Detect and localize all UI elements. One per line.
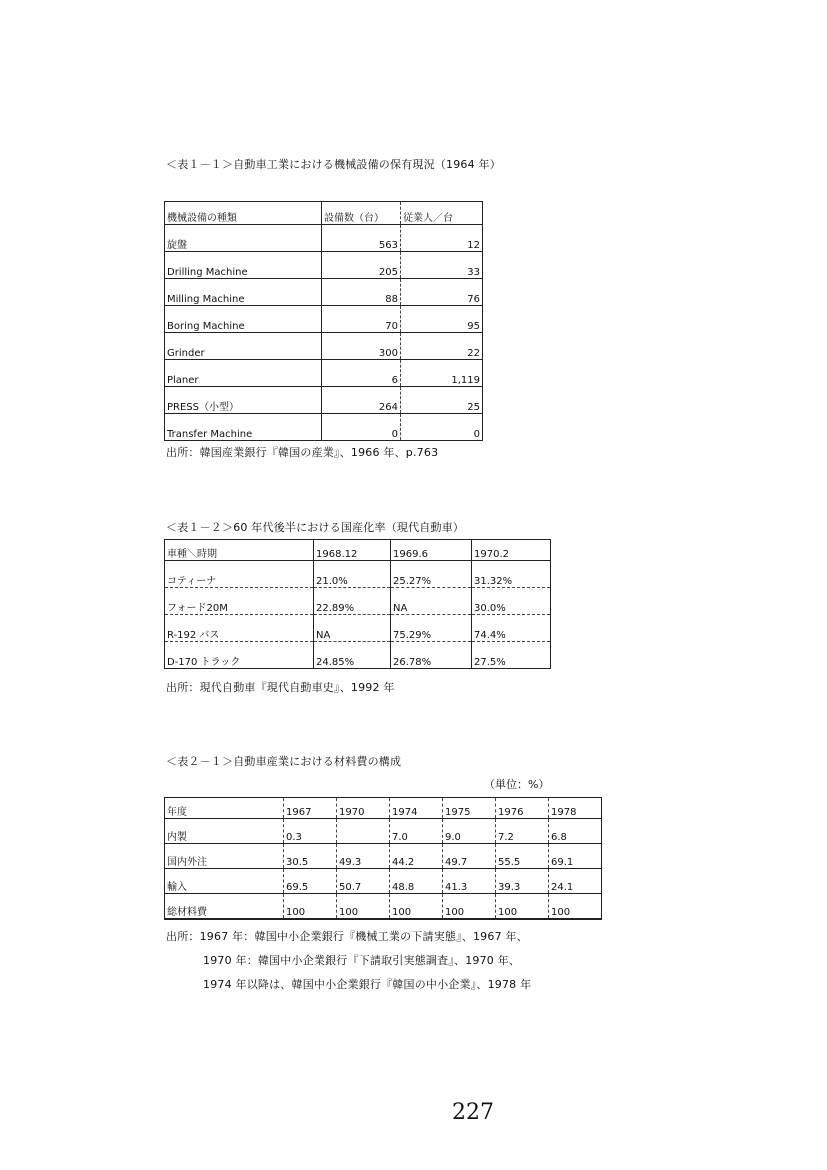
table-cell: 563 xyxy=(322,225,401,252)
table-cell: NA xyxy=(314,615,391,642)
page-number: 227 xyxy=(452,1100,494,1125)
table-cell: 100 xyxy=(443,894,496,920)
table-row xyxy=(165,306,483,333)
table-row xyxy=(165,588,551,615)
table-header-cell: 年度 xyxy=(165,798,284,819)
table-cell: 30.0% xyxy=(472,588,551,615)
table-cell: 50.7 xyxy=(337,869,390,894)
table2-source: 出所：現代自動車『現代自動車史』、1992 年 xyxy=(166,681,395,694)
table-cell: 55.5 xyxy=(496,844,549,869)
table-cell: 6.8 xyxy=(549,819,602,844)
table-cell: 75.29% xyxy=(391,615,472,642)
table3-source-line: 出所：1967 年：韓国中小企業銀行『機械工業の下請実態』、1967 年、 xyxy=(166,930,528,943)
table-cell: Boring Machine xyxy=(165,306,322,333)
table-header-cell: 車種＼時期 xyxy=(165,540,314,561)
table-cell: 100 xyxy=(337,894,390,920)
table-row xyxy=(165,360,483,387)
table-cell: 7.2 xyxy=(496,819,549,844)
table-header-row xyxy=(165,540,551,561)
table-row xyxy=(165,333,483,360)
table3-caption: ＜表２－１＞自動車産業における材料費の構成 xyxy=(166,755,402,768)
table3-source-line: 1974 年以降は、韓国中小企業銀行『韓国の中小企業』、1978 年 xyxy=(203,978,532,991)
table-cell: PRESS（小型） xyxy=(165,387,322,414)
table-cell: 95 xyxy=(401,306,483,333)
table3-unit: （単位：%） xyxy=(484,778,550,791)
table-cell: D-170 トラック xyxy=(165,642,314,669)
table-cell: 48.8 xyxy=(390,869,443,894)
table-cell: 24.85% xyxy=(314,642,391,669)
table-cell: 264 xyxy=(322,387,401,414)
table-header-cell: 1970.2 xyxy=(472,540,551,561)
table-cell: 49.3 xyxy=(337,844,390,869)
table-cell: 33 xyxy=(401,252,483,279)
table-cell: 70 xyxy=(322,306,401,333)
table-header-cell: 1975 xyxy=(443,798,496,819)
table-cell: コティーナ xyxy=(165,561,314,588)
table-cell: 内製 xyxy=(165,819,284,844)
table-cell: 41.3 xyxy=(443,869,496,894)
table-cell: 76 xyxy=(401,279,483,306)
table2 xyxy=(164,539,551,669)
table-cell: 国内外注 xyxy=(165,844,284,869)
table-cell: 30.5 xyxy=(284,844,337,869)
table-cell: 1,119 xyxy=(401,360,483,387)
table-cell: 9.0 xyxy=(443,819,496,844)
table2-caption: ＜表１－２＞60 年代後半における国産化率（現代自動車） xyxy=(166,521,465,534)
table-row xyxy=(165,414,483,441)
table1-source: 出所：韓国産業銀行『韓国の産業』、1966 年、p.763 xyxy=(166,446,439,459)
table-cell: 24.1 xyxy=(549,869,602,894)
table-cell: 88 xyxy=(322,279,401,306)
table-cell: 100 xyxy=(549,894,602,920)
table-row xyxy=(165,387,483,414)
table-cell: 69.1 xyxy=(549,844,602,869)
table-row xyxy=(165,279,483,306)
table-cell: 6 xyxy=(322,360,401,387)
table-cell: 22 xyxy=(401,333,483,360)
table-cell: 0 xyxy=(322,414,401,441)
table-header-cell: 1978 xyxy=(549,798,602,819)
table-row xyxy=(165,225,483,252)
table-cell: 39.3 xyxy=(496,869,549,894)
table-row xyxy=(165,894,602,920)
table-cell: 49.7 xyxy=(443,844,496,869)
table-cell: 100 xyxy=(284,894,337,920)
table-header-cell: 1967 xyxy=(284,798,337,819)
table3-source-line: 1970 年：韓国中小企業銀行『下請取引実態調査』、1970 年、 xyxy=(203,954,521,967)
table-cell: 0 xyxy=(401,414,483,441)
table-header-row xyxy=(165,798,602,819)
table-row xyxy=(165,844,602,869)
table-cell: Drilling Machine xyxy=(165,252,322,279)
table-cell: NA xyxy=(391,588,472,615)
table-cell: 21.0% xyxy=(314,561,391,588)
table-cell: Milling Machine xyxy=(165,279,322,306)
table-cell: 44.2 xyxy=(390,844,443,869)
table-cell: 100 xyxy=(390,894,443,920)
table-cell: 100 xyxy=(496,894,549,920)
table-row xyxy=(165,615,551,642)
table-cell xyxy=(337,819,390,844)
table-cell: 31.32% xyxy=(472,561,551,588)
table-cell: 26.78% xyxy=(391,642,472,669)
table-cell: 12 xyxy=(401,225,483,252)
table-header-cell: 1974 xyxy=(390,798,443,819)
table-cell: Grinder xyxy=(165,333,322,360)
table1 xyxy=(164,201,483,441)
table-row xyxy=(165,869,602,894)
table-header-cell: 機械設備の種類 xyxy=(165,202,322,225)
table-row xyxy=(165,561,551,588)
table-cell: 総材料費 xyxy=(165,894,284,920)
table-cell: 27.5% xyxy=(472,642,551,669)
table-cell: 205 xyxy=(322,252,401,279)
table-cell: 22.89% xyxy=(314,588,391,615)
table1-caption: ＜表１－１＞自動車工業における機械設備の保有現況（1964 年） xyxy=(166,158,501,171)
table-cell: 0.3 xyxy=(284,819,337,844)
table-header-cell: 設備数（台） xyxy=(322,202,401,225)
table-cell: フォード20M xyxy=(165,588,314,615)
table3 xyxy=(164,797,602,920)
table-cell: 7.0 xyxy=(390,819,443,844)
table-header-cell: 1968.12 xyxy=(314,540,391,561)
table-cell: 輸入 xyxy=(165,869,284,894)
table-cell: 25 xyxy=(401,387,483,414)
table-cell: 69.5 xyxy=(284,869,337,894)
table-cell: 25.27% xyxy=(391,561,472,588)
table-header-row xyxy=(165,202,483,225)
table-header-cell: 1969.6 xyxy=(391,540,472,561)
table-cell: 300 xyxy=(322,333,401,360)
table-row xyxy=(165,642,551,669)
table-cell: R-192 バス xyxy=(165,615,314,642)
table-header-cell: 従業人／台 xyxy=(401,202,483,225)
table-cell: 74.4% xyxy=(472,615,551,642)
table-row xyxy=(165,252,483,279)
table-cell: Planer xyxy=(165,360,322,387)
table-row xyxy=(165,819,602,844)
table-header-cell: 1976 xyxy=(496,798,549,819)
table-header-cell: 1970 xyxy=(337,798,390,819)
table-cell: 旋盤 xyxy=(165,225,322,252)
table-cell: Transfer Machine xyxy=(165,414,322,441)
